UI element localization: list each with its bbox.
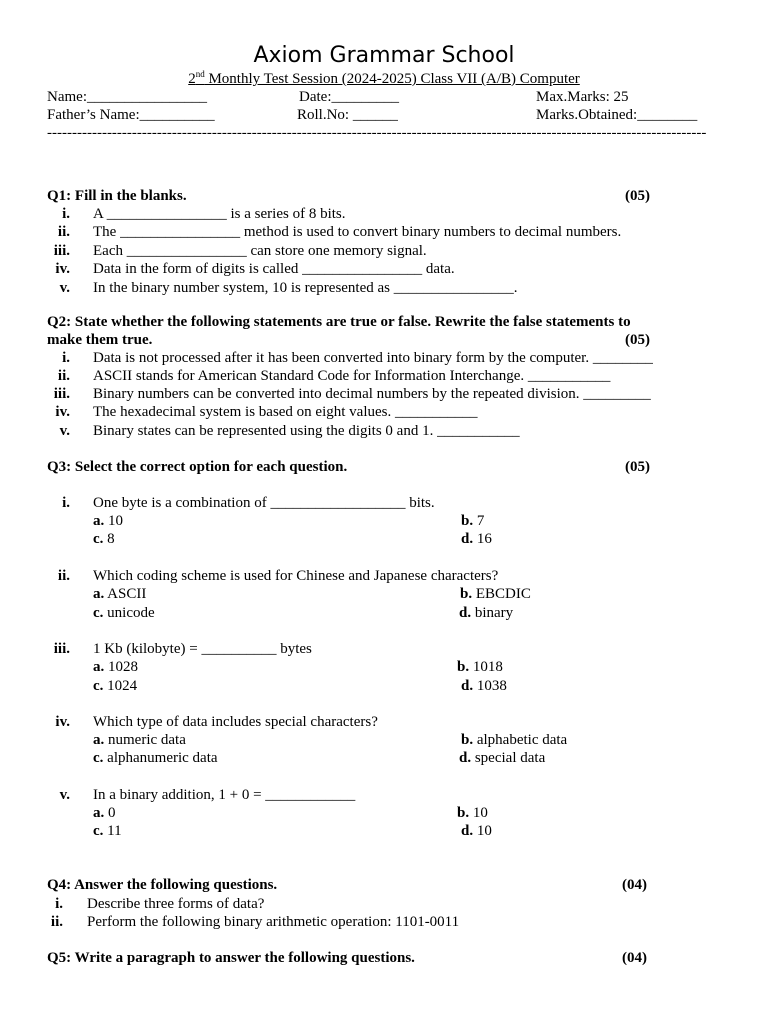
test-title-rest: Monthly Test Session (2024-2025) Class VII (A/B) Computer: [204, 71, 580, 87]
option-text: 0: [104, 805, 116, 821]
option-label: b.: [461, 732, 474, 748]
q1-marks: (05): [625, 188, 650, 204]
option-text: 8: [103, 531, 115, 547]
option-text: 10: [473, 823, 492, 839]
q2-item-num: iii.: [53, 386, 70, 402]
option-label: b.: [461, 513, 474, 529]
option-text: 1018: [469, 659, 503, 675]
option-label: d.: [461, 531, 474, 547]
option-label: d.: [461, 678, 474, 694]
option-text: 11: [103, 823, 122, 839]
option-label: a.: [93, 805, 105, 821]
school-name: Axiom Grammar School: [253, 43, 515, 68]
q2-item-text: ASCII stands for American Standard Code for Information Interchange. ___________: [93, 368, 611, 384]
q1-item-num: iv.: [55, 261, 70, 277]
q4-item-text: Perform the following binary arithmetic operation: 1101-0011: [87, 914, 460, 930]
q3-option-b: [460, 585, 531, 603]
option-text: 1028: [104, 659, 138, 675]
option-label: b.: [460, 586, 473, 602]
q3-option-b: [461, 731, 567, 749]
q2-item-text: The hexadecimal system is based on eight values. ___________: [93, 404, 478, 420]
q3-item-num: v.: [59, 787, 70, 803]
test-ordinal-suffix: nd: [195, 69, 205, 79]
q1-item-text: Data in the form of digits is called ________________ data.: [93, 261, 455, 277]
q3-option-c: [93, 677, 137, 695]
option-text: EBCDIC: [472, 586, 531, 602]
option-label: d.: [459, 605, 472, 621]
q4-marks: (04): [622, 877, 647, 893]
q3-option-d: [461, 677, 507, 695]
q3-item-text: Which coding scheme is used for Chinese and Japanese characters?: [93, 568, 499, 584]
option-label: c.: [93, 678, 104, 694]
option-label: c.: [93, 531, 104, 547]
q1-item-text: In the binary number system, 10 is represented as ________________.: [93, 280, 518, 296]
father-name-field: Father’s Name:__________: [47, 107, 215, 123]
option-label: a.: [93, 513, 105, 529]
q3-item-text: 1 Kb (kilobyte) = __________ bytes: [93, 641, 312, 657]
q1-item-num: iii.: [53, 243, 70, 259]
q3-item-text: One byte is a combination of __________________ bits.: [93, 495, 435, 511]
option-text: binary: [471, 605, 514, 621]
roll-no-field: Roll.No: ______: [297, 107, 398, 123]
q1-item-text: Each ________________ can store one memory signal.: [93, 243, 427, 259]
option-text: 10: [469, 805, 488, 821]
q3-item-text: In a binary addition, 1 + 0 = ____________: [93, 787, 356, 803]
q3-heading: Q3: Select the correct option for each question.: [47, 459, 348, 475]
option-text: 1024: [103, 678, 138, 694]
q1-item-text: The ________________ method is used to convert binary numbers to decimal numbers.: [93, 224, 622, 240]
q3-option-c: [93, 530, 115, 548]
date-field: Date:_________: [299, 89, 399, 105]
q2-item-text: Binary states can be represented using the digits 0 and 1. ___________: [93, 423, 520, 439]
q3-item-num: iii.: [53, 641, 70, 657]
name-field: Name:________________: [47, 89, 207, 105]
marks-obtained-field: Marks.Obtained:________: [536, 107, 698, 123]
q2-marks: (05): [625, 332, 650, 348]
q2-item-num: ii.: [57, 368, 70, 384]
q3-item-num: ii.: [57, 568, 70, 584]
q2-item-text: Binary numbers can be converted into decimal numbers by the repeated division. _________: [93, 386, 651, 402]
q3-item-num: iv.: [55, 714, 70, 730]
q2-item-num: v.: [59, 423, 70, 439]
q1-item-text: A ________________ is a series of 8 bits.: [93, 206, 346, 222]
q5-heading: Q5: Write a paragraph to answer the following questions.: [47, 950, 415, 966]
q2-heading-line2: make them true.: [47, 332, 153, 348]
option-text: 1038: [473, 678, 507, 694]
test-ordinal: 2: [188, 71, 196, 87]
option-text: alphabetic data: [473, 732, 568, 748]
q3-item-text: Which type of data includes special characters?: [93, 714, 378, 730]
q4-item-num: ii.: [50, 914, 63, 930]
q3-option-b: [461, 512, 484, 530]
q1-item-num: i.: [62, 206, 70, 222]
option-text: 16: [473, 531, 492, 547]
option-label: c.: [93, 750, 104, 766]
q3-option-a: [93, 658, 138, 676]
max-marks: Max.Marks: 25: [536, 89, 629, 105]
q3-option-c: [93, 749, 218, 767]
q3-item-num: i.: [62, 495, 70, 511]
q3-option-a: [93, 804, 116, 822]
option-text: 10: [104, 513, 123, 529]
option-text: unicode: [103, 605, 155, 621]
q3-option-a: [93, 731, 186, 749]
option-label: d.: [459, 750, 472, 766]
q3-option-c: [93, 822, 122, 840]
q2-item-num: iv.: [55, 404, 70, 420]
q1-item-num: ii.: [57, 224, 70, 240]
q4-item-text: Describe three forms of data?: [87, 896, 265, 912]
option-text: alphanumeric data: [103, 750, 218, 766]
q3-marks: (05): [625, 459, 650, 475]
q3-option-d: [459, 749, 545, 767]
option-label: b.: [457, 805, 470, 821]
option-label: a.: [93, 659, 105, 675]
q5-marks: (04): [622, 950, 647, 966]
q4-heading: Q4: Answer the following questions.: [47, 877, 278, 893]
q3-option-b: [457, 804, 488, 822]
q3-option-d: [459, 604, 513, 622]
q2-item-text: Data is not processed after it has been converted into binary form by the computer. ________: [93, 350, 653, 366]
option-text: numeric data: [104, 732, 186, 748]
option-label: a.: [93, 586, 105, 602]
option-label: d.: [461, 823, 474, 839]
q4-item-num: i.: [55, 896, 63, 912]
q2-item-num: i.: [62, 350, 70, 366]
separator-line: ------------------------------------------------------------------------------------------------------------------------------------: [47, 125, 707, 141]
option-label: c.: [93, 823, 104, 839]
q3-option-c: [93, 604, 155, 622]
q3-option-d: [461, 530, 492, 548]
q3-option-d: [461, 822, 492, 840]
option-text: ASCII: [104, 586, 147, 602]
option-label: c.: [93, 605, 104, 621]
test-title: [0, 70, 768, 88]
q3-option-b: [457, 658, 503, 676]
option-label: b.: [457, 659, 470, 675]
q1-heading: Q1: Fill in the blanks.: [47, 188, 187, 204]
option-text: special data: [471, 750, 546, 766]
q1-item-num: v.: [59, 280, 70, 296]
option-text: 7: [473, 513, 485, 529]
q3-option-a: [93, 585, 146, 603]
q2-heading-line1: Q2: State whether the following statements are true or false. Rewrite the false statements to: [47, 314, 631, 330]
option-label: a.: [93, 732, 105, 748]
q3-option-a: [93, 512, 123, 530]
